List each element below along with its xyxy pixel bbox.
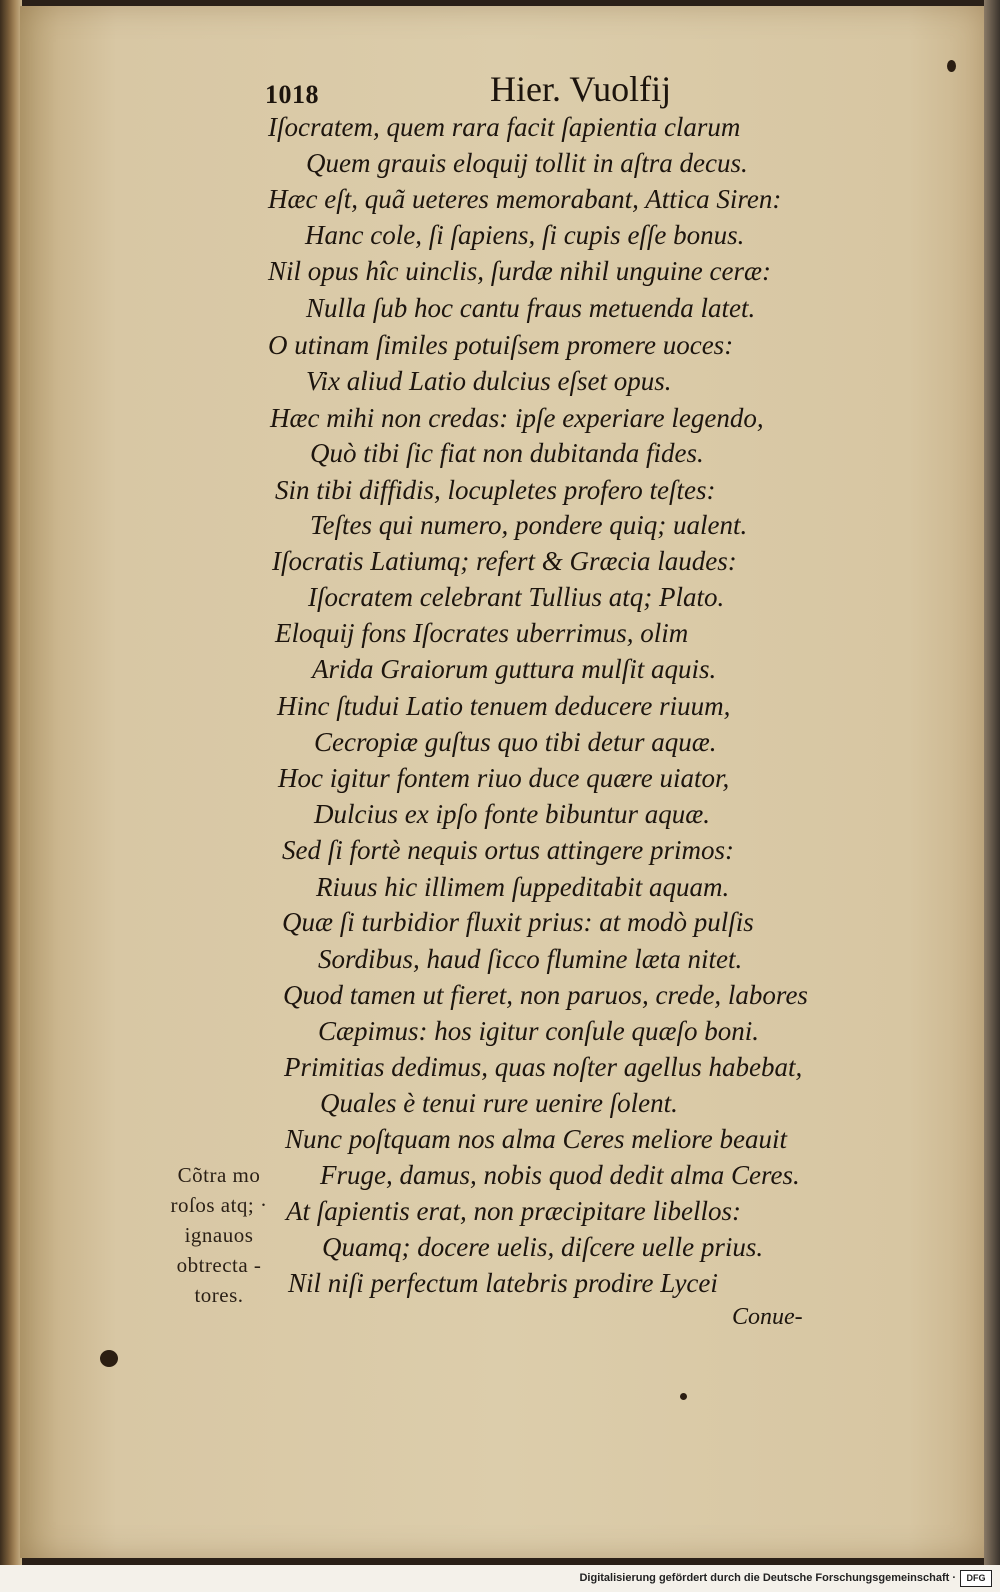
- poem-line: Nunc poſtquam nos alma Ceres meliore beauit: [285, 1124, 787, 1154]
- poem-line: Nil opus hîc uinclis, ſurdæ nihil unguine ceræ:: [268, 256, 771, 286]
- poem-line: Primitias dedimus, quas noſter agellus habebat,: [284, 1052, 803, 1082]
- marginal-note: [158, 1160, 280, 1310]
- marginal-note-line: roſos atq; ·: [170, 1193, 268, 1217]
- poem-line: Iſocratem celebrant Tullius atq; Plato.: [308, 582, 725, 612]
- poem-line: Hæc eſt, quã ueteres memorabant, Attica Siren:: [268, 184, 782, 214]
- poem-line: Dulcius ex ipſo fonte bibuntur aquæ.: [314, 799, 710, 829]
- marginal-note-line: Cõtra mo: [177, 1163, 261, 1187]
- poem-line: Quamq; docere uelis, diſcere uelle prius.: [322, 1232, 764, 1262]
- poem-line: Cecropiæ guſtus quo tibi detur aquæ.: [314, 727, 717, 757]
- poem-line: Fruge, damus, nobis quod dedit alma Ceres.: [320, 1160, 800, 1190]
- poem-line: Nulla ſub hoc cantu fraus metuenda latet.: [306, 293, 756, 323]
- marginal-note-line: tores.: [194, 1283, 244, 1307]
- poem-line: At ſapientis erat, non præcipitare libellos:: [286, 1196, 741, 1226]
- ink-spot: [947, 60, 956, 72]
- poem-line: Sin tibi diffidis, locupletes profero teſtes:: [275, 475, 716, 505]
- poem-line: Quem grauis eloquij tollit in aſtra decus.: [306, 148, 748, 178]
- ink-spot: [680, 1393, 687, 1400]
- ink-spot: [100, 1350, 118, 1367]
- page-right-edge: [984, 0, 1000, 1565]
- poem-line: Quod tamen ut fieret, non paruos, crede, labores: [283, 980, 808, 1010]
- poem-line: Hæc mihi non credas: ipſe experiare legendo,: [270, 403, 764, 433]
- running-head: Hier. Vuolfij: [490, 69, 672, 109]
- poem-line: Iſocratis Latiumq; refert & Græcia laudes:: [272, 546, 737, 576]
- poem-line: Quales è tenui rure uenire ſolent.: [320, 1088, 678, 1118]
- poem-line: Vix aliud Latio dulcius eſset opus.: [306, 366, 672, 396]
- footer-bar: [0, 1565, 1000, 1592]
- page-number: 1018: [265, 80, 319, 109]
- poem-line: Quæ ſi turbidior fluxit prius: at modò pulſis: [282, 907, 754, 937]
- catchword: Conue-: [732, 1304, 803, 1330]
- poem-line: Sed ſi fortè nequis ortus attingere primos:: [282, 835, 734, 865]
- poem-line: Eloquij fons Iſocrates uberrimus, olim: [275, 618, 689, 648]
- book-spine-edge: [0, 0, 22, 1565]
- poem-line: Teſtes qui numero, pondere quiq; ualent.: [310, 510, 748, 540]
- poem-line: Cæpimus: hos igitur conſule quæſo boni.: [318, 1016, 760, 1046]
- poem-line: Riuus hic illimem ſuppeditabit aquam.: [316, 872, 730, 902]
- poem-line: Hanc cole, ſi ſapiens, ſi cupis eſſe bonus.: [305, 220, 745, 250]
- poem-line: Hinc ſtudui Latio tenuem deducere riuum,: [277, 691, 731, 721]
- poem-line: Iſocratem, quem rara facit ſapientia clarum: [268, 112, 741, 142]
- poem-line: Hoc igitur fontem riuo duce quære uiator,: [278, 763, 730, 793]
- poem-line: Arida Graiorum guttura mulſit aquis.: [312, 654, 717, 684]
- dfg-logo: DFG: [960, 1570, 992, 1587]
- poem-line: Quò tibi ſic fiat non dubitanda fides.: [310, 438, 704, 468]
- funding-notice: Digitalisierung gefördert durch die Deutsche Forschungsgemeinschaft ·: [579, 1572, 956, 1584]
- marginal-note-line: obtrecta -: [176, 1253, 262, 1277]
- marginal-note-line: ignauos: [184, 1223, 254, 1247]
- poem-line: O utinam ſimiles potuiſsem promere uoces:: [268, 330, 734, 360]
- poem-line: Sordibus, haud ſicco flumine læta nitet.: [318, 944, 743, 974]
- poem-line: Nil niſi perfectum latebris prodire Lycei: [288, 1268, 718, 1298]
